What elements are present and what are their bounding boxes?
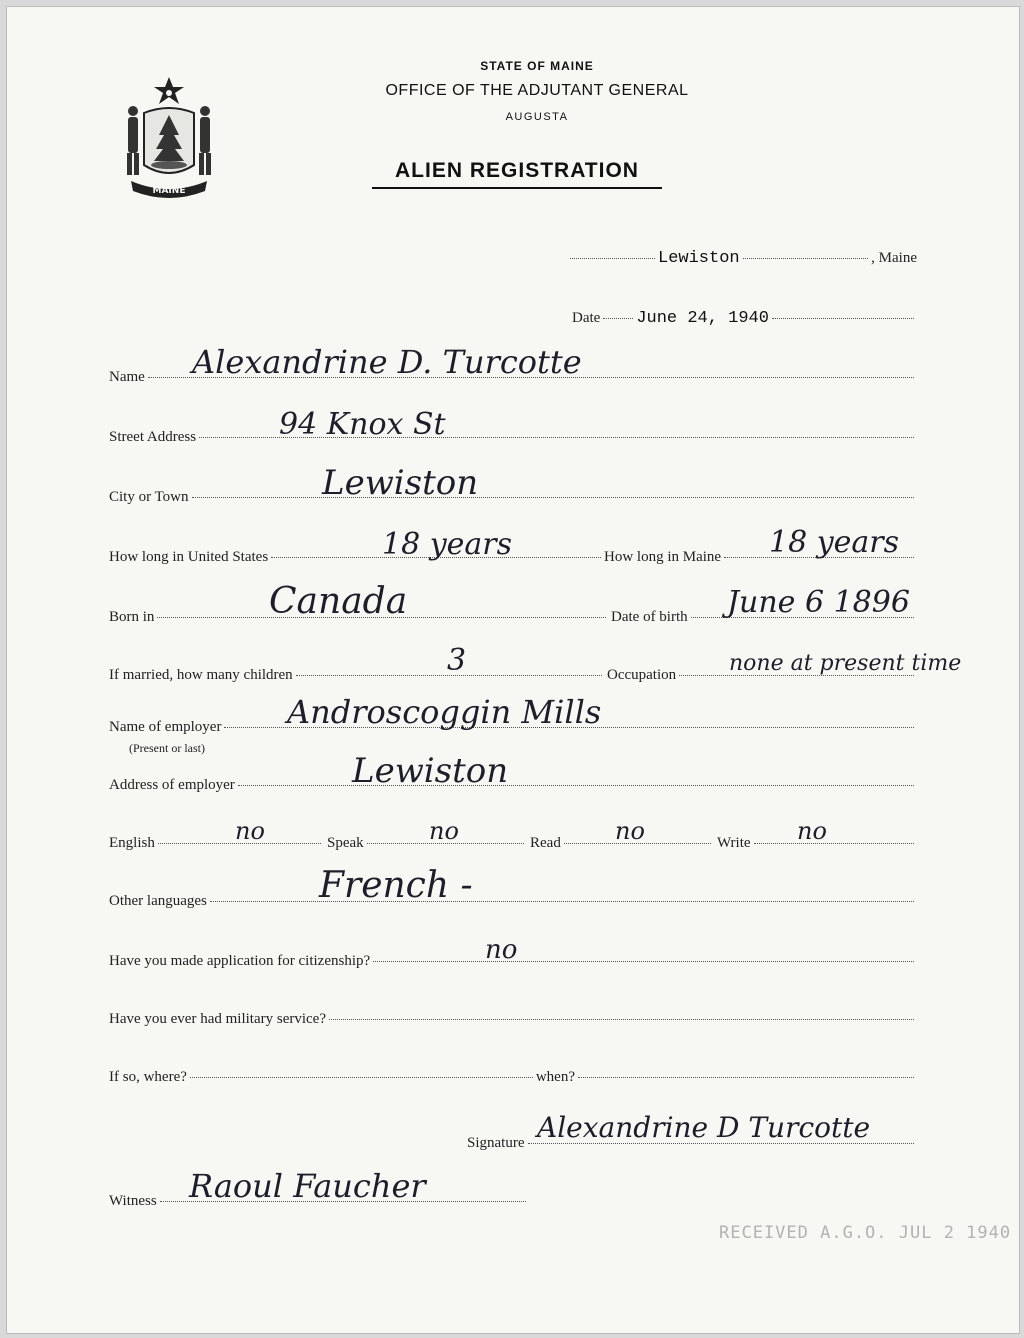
occupation-value[interactable]: none at present time (729, 651, 962, 676)
children-value[interactable]: 3 (447, 643, 467, 678)
born-label: Born in (109, 609, 155, 625)
employer-address-label: Address of employer (109, 777, 235, 793)
born-value[interactable]: Canada (269, 581, 408, 622)
children-row (109, 667, 605, 684)
children-label: If married, how many children (109, 667, 293, 683)
citizenship-value[interactable]: no (485, 935, 518, 965)
citizenship-label: Have you made application for citizenship? (109, 953, 371, 969)
us-years-row (109, 549, 604, 566)
speak-value[interactable]: no (429, 817, 459, 845)
other-languages-row (109, 893, 917, 910)
dob-label: Date of birth (611, 609, 688, 625)
speak-label: Speak (327, 835, 364, 851)
date-row (572, 309, 917, 328)
witness-label: Witness (109, 1193, 157, 1209)
date-value[interactable]: June 24, 1940 (636, 309, 769, 328)
city-row (109, 489, 917, 506)
received-stamp: RECEIVED A.G.O. JUL 2 1940 (719, 1223, 1012, 1243)
employer-address-row (109, 777, 917, 794)
place-city[interactable]: Lewiston (658, 249, 740, 268)
employer-address-value[interactable]: Lewiston (352, 751, 509, 791)
write-label: Write (717, 835, 751, 851)
other-languages-label: Other languages (109, 893, 207, 909)
us-years-label: How long in United States (109, 549, 269, 565)
english-label: English (109, 835, 155, 851)
employer-sublabel: (Present or last) (129, 741, 205, 755)
military-label: Have you ever had military service? (109, 1011, 326, 1027)
name-value[interactable]: Alexandrine D. Turcotte (192, 343, 582, 381)
form-title: ALIEN REGISTRATION (372, 159, 662, 189)
registration-form (6, 6, 1020, 1334)
header-office: OFFICE OF THE ADJUTANT GENERAL (385, 82, 689, 99)
place-suffix: , Maine (871, 250, 917, 266)
where-when-row (109, 1069, 917, 1086)
when-label: when? (535, 1069, 575, 1085)
street-label: Street Address (109, 429, 197, 445)
other-languages-value[interactable]: French - (319, 865, 473, 906)
employer-value[interactable]: Androscoggin Mills (287, 693, 602, 731)
street-value[interactable]: 94 Knox St (279, 407, 446, 442)
signature-label: Signature (467, 1135, 525, 1151)
military-row (109, 1011, 917, 1028)
date-label: Date (572, 310, 601, 326)
header-state: STATE OF MAINE (480, 59, 594, 73)
name-label: Name (109, 369, 145, 385)
maine-state-seal-icon (119, 73, 219, 201)
signature-value[interactable]: Alexandrine D Turcotte (537, 1111, 871, 1144)
write-value[interactable]: no (797, 817, 827, 845)
us-years-value[interactable]: 18 years (382, 527, 513, 562)
maine-years-value[interactable]: 18 years (769, 525, 900, 560)
place-row (567, 249, 917, 268)
witness-value[interactable]: Raoul Faucher (189, 1167, 426, 1205)
header-city: AUGUSTA (505, 111, 569, 123)
where-label: If so, where? (109, 1069, 187, 1085)
employer-label: Name of employer (109, 719, 222, 735)
street-row (109, 429, 917, 446)
read-label: Read (530, 835, 561, 851)
english-row (109, 835, 324, 852)
english-value[interactable]: no (235, 817, 265, 845)
read-value[interactable]: no (615, 817, 645, 845)
city-value[interactable]: Lewiston (322, 463, 479, 503)
city-label: City or Town (109, 489, 189, 505)
occupation-label: Occupation (607, 667, 677, 683)
maine-years-label: How long in Maine (604, 549, 722, 565)
speak-row (327, 835, 527, 852)
dob-value[interactable]: June 6 1896 (727, 585, 910, 620)
seal-motto: MAINE (152, 186, 186, 196)
